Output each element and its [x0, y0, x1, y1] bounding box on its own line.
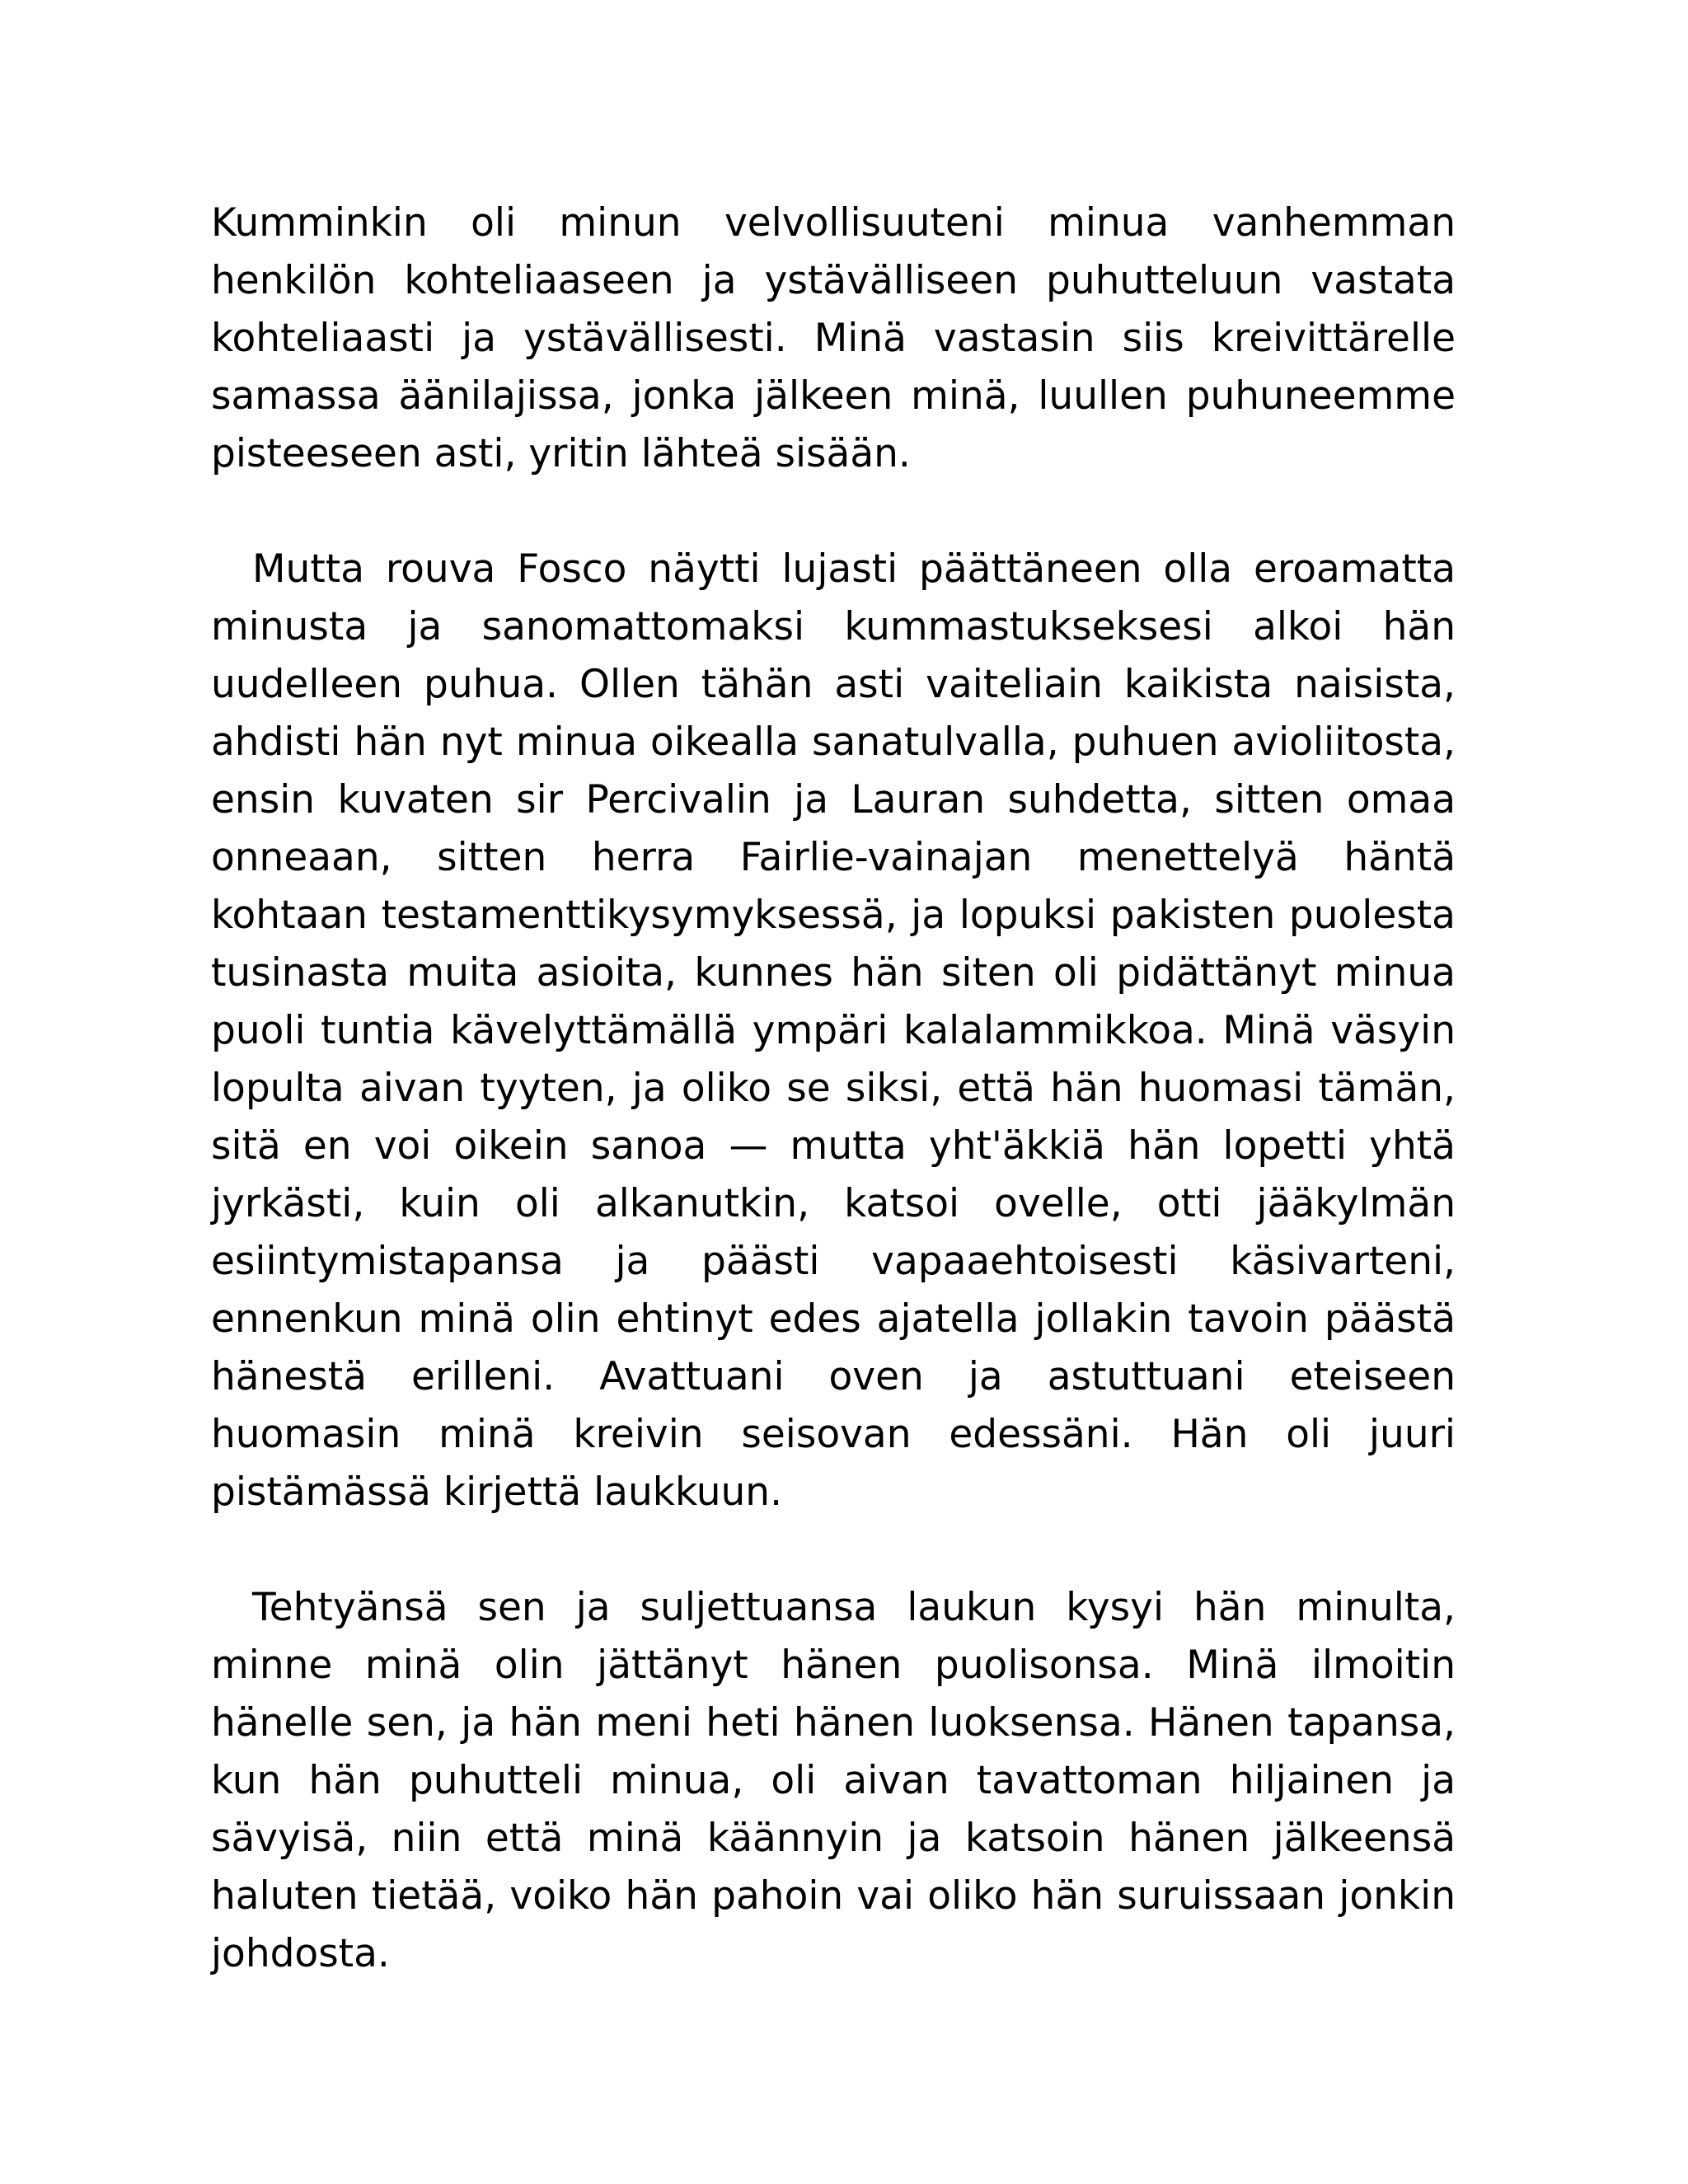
paragraph-3: Tehtyänsä sen ja suljettuansa laukun kysyi hän minulta, minne minä olin jättänyt hänen puolisonsa. Minä ilmoitin hänelle sen, ja hän meni heti hänen luoksensa. Hänen tapansa, kun hän puhutteli minua, oli aivan tavattoman hiljainen ja sävyisä, niin että minä käännyin ja katsoin hänen jälkeensä haluten tietää, voiko hän pahoin vai oliko hän suruissaan jonkin johdosta.	[211, 1585, 1456, 1976]
paragraph-2: Mutta rouva Fosco näytti lujasti päättäneen olla eroamatta minusta ja sanomattomaksi kummastukseksesi alkoi hän uudelleen puhua. Ollen tähän asti vaiteliain kaikista naisista, ahdisti hän nyt minua oikealla sanatulvalla, puhuen avioliitosta, ensin kuvaten sir Percivalin ja Lauran suhdetta, sitten omaa onneaan, sitten herra Fairlie-vainajan menettelyä häntä kohtaan testamenttikysymyksessä, ja lopuksi pakisten puolesta tusinasta muita asioita, kunnes hän siten oli pidättänyt minua puoli tuntia kävelyttämällä ympäri kalalammikkoa. Minä väsyin lopulta aivan tyyten, ja oliko se siksi, että hän huomasi tämän, sitä en voi oikein sanoa — mutta yht'äkkiä hän lopetti yhtä jyrkästi, kuin oli alkanutkin, katsoi ovelle, otti jääkylmän esiintymistapansa ja päästi vapaaehtoisesti käsivarteni, ennenkun minä olin ehtinyt edes ajatella jollakin tavoin päästä hänestä erilleni. Avattuani oven ja astuttuani eteiseen huomasin minä kreivin seisovan edessäni. Hän oli juuri pistämässä kirjettä laukkuun.	[211, 546, 1456, 1515]
paragraph-1: Kumminkin oli minun velvollisuuteni minua vanhemman henkilön kohteliaaseen ja ystävälliseen puhutteluun vastata kohteliaasti ja ystävällisesti. Minä vastasin siis kreivittärelle samassa äänilajissa, jonka jälkeen minä, luullen puhuneemme pisteeseen asti, yritin lähteä sisään.	[211, 200, 1456, 476]
text-column	[211, 194, 1456, 1983]
